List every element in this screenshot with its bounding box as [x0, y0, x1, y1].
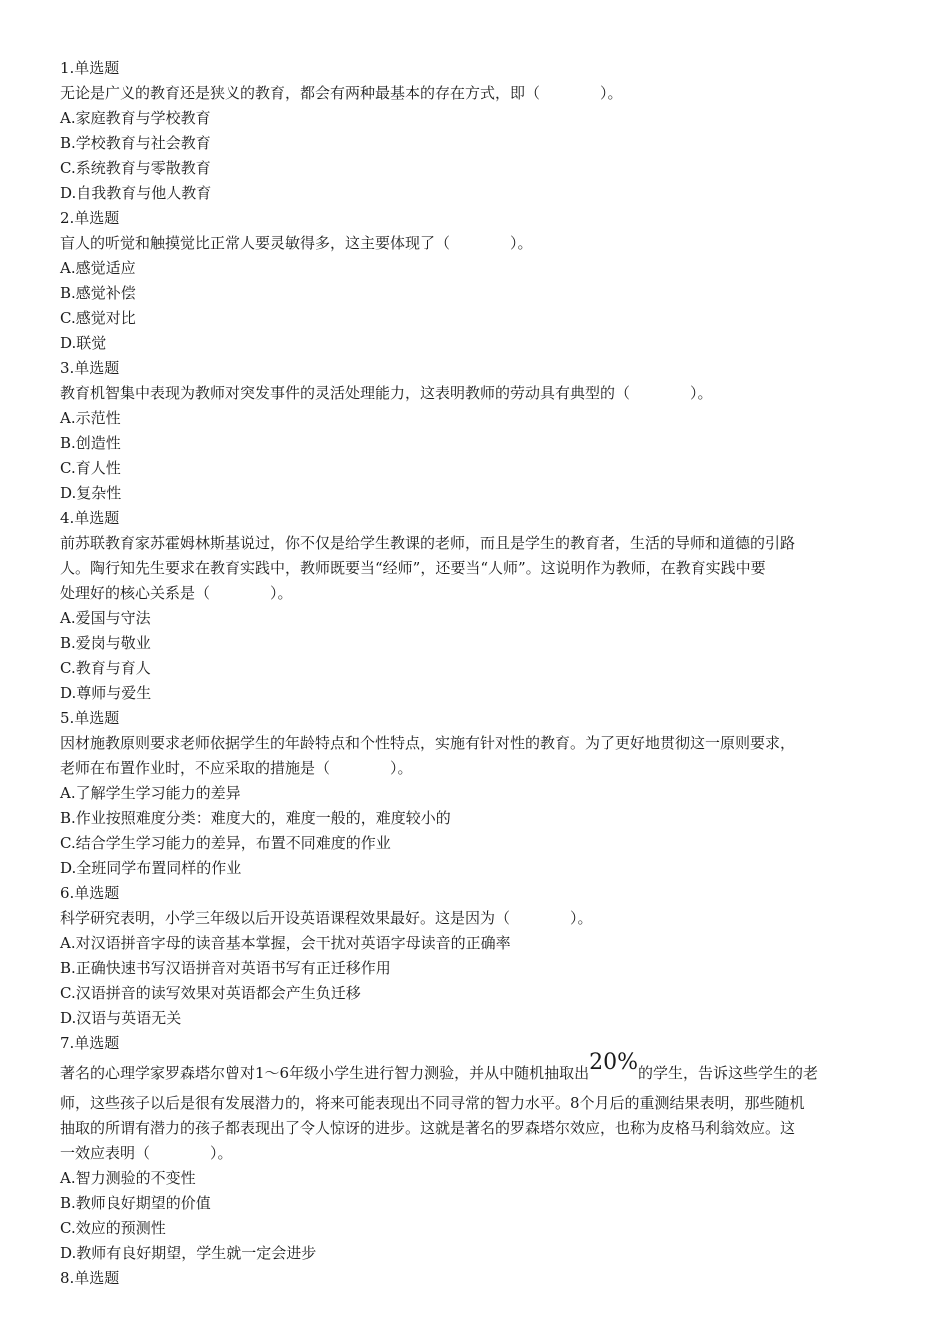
option-a[interactable]: A.家庭教育与学校教育 — [60, 109, 211, 127]
question-header: 5.单选题 — [60, 709, 120, 727]
option-d[interactable]: D.全班同学布置同样的作业 — [60, 859, 242, 877]
question-stem-line: 抽取的所谓有潜力的孩子都表现出了令人惊讶的进步。这就是著名的罗森塔尔效应，也称为皮格马利翁效应。这 — [60, 1119, 796, 1137]
question-stem: 科学研究表明，小学三年级以后开设英语课程效果最好。这是因为（ ）。 — [60, 909, 593, 927]
option-b[interactable]: B.作业按照难度分类：难度大的，难度一般的，难度较小的 — [60, 809, 451, 827]
option-a[interactable]: A.示范性 — [60, 409, 121, 427]
question-document — [60, 56, 892, 1291]
option-c[interactable]: C.教育与育人 — [60, 659, 151, 677]
option-a[interactable]: A.爱国与守法 — [60, 609, 151, 627]
option-a[interactable]: A.感觉适应 — [60, 259, 136, 277]
option-c[interactable]: C.感觉对比 — [60, 309, 136, 327]
question-header: 2.单选题 — [60, 209, 120, 227]
question-stem-line: 师，这些孩子以后是很有发展潜力的，将来可能表现出不同寻常的智力水平。8个月后的重测结果表明，那些随机 — [60, 1094, 805, 1112]
question-header: 3.单选题 — [60, 359, 120, 377]
stem-text: 著名的心理学家罗森塔尔曾对1～6年级小学生进行智力测验，并从中随机抽取出 — [60, 1064, 590, 1082]
option-b[interactable]: B.学校教育与社会教育 — [60, 134, 211, 152]
option-b[interactable]: B.感觉补偿 — [60, 284, 136, 302]
option-c[interactable]: C.结合学生学习能力的差异，布置不同难度的作业 — [60, 834, 391, 852]
option-b[interactable]: B.爱岗与敬业 — [60, 634, 151, 652]
question-stem-line: 一效应表明（ ）。 — [60, 1144, 233, 1162]
percent-value: 20% — [589, 1050, 638, 1075]
option-d[interactable]: D.联觉 — [60, 334, 107, 352]
question-stem-line: 处理好的核心关系是（ ）。 — [60, 584, 293, 602]
option-c[interactable]: C.汉语拼音的读写效果对英语都会产生负迁移 — [60, 984, 361, 1002]
option-d[interactable]: D.尊师与爱生 — [60, 684, 152, 702]
question-stem-line: 老师在布置作业时，不应采取的措施是（ ）。 — [60, 759, 413, 777]
question-header: 4.单选题 — [60, 509, 120, 527]
question-stem-line: 前苏联教育家苏霍姆林斯基说过，你不仅是给学生教课的老师，而且是学生的教育者，生活的导师和道德的引路 — [60, 534, 796, 552]
question-stem: 教育机智集中表现为教师对突发事件的灵活处理能力，这表明教师的劳动具有典型的（ ）。 — [60, 384, 713, 402]
option-c[interactable]: C.效应的预测性 — [60, 1219, 166, 1237]
question-stem: 无论是广义的教育还是狭义的教育，都会有两种最基本的存在方式，即（ ）。 — [60, 84, 623, 102]
option-d[interactable]: D.汉语与英语无关 — [60, 1009, 182, 1027]
stem-text: 的学生，告诉这些学生的老 — [638, 1064, 819, 1082]
question-header: 7.单选题 — [60, 1034, 120, 1052]
option-d[interactable]: D.自我教育与他人教育 — [60, 184, 212, 202]
question-stem-line — [60, 1050, 892, 1091]
option-b[interactable]: B.创造性 — [60, 434, 121, 452]
question-stem: 盲人的听觉和触摸觉比正常人要灵敏得多，这主要体现了（ ）。 — [60, 234, 533, 252]
option-a[interactable]: A.智力测验的不变性 — [60, 1169, 196, 1187]
option-b[interactable]: B.正确快速书写汉语拼音对英语书写有正迁移作用 — [60, 959, 391, 977]
option-a[interactable]: A.了解学生学习能力的差异 — [60, 784, 241, 802]
question-header: 6.单选题 — [60, 884, 120, 902]
option-d[interactable]: D.教师有良好期望，学生就一定会进步 — [60, 1244, 317, 1262]
option-d[interactable]: D.复杂性 — [60, 484, 122, 502]
question-header: 1.单选题 — [60, 59, 120, 77]
option-b[interactable]: B.教师良好期望的价值 — [60, 1194, 211, 1212]
question-stem-line: 因材施教原则要求老师依据学生的年龄特点和个性特点，实施有针对性的教育。为了更好地贯彻这一原则要求， — [60, 734, 796, 752]
question-header: 8.单选题 — [60, 1269, 120, 1287]
option-c[interactable]: C.系统教育与零散教育 — [60, 159, 211, 177]
question-stem-line: 人。陶行知先生要求在教育实践中，教师既要当“经师”，还要当“人师”。这说明作为教师，在教育实践中要 — [60, 559, 766, 577]
option-c[interactable]: C.育人性 — [60, 459, 121, 477]
option-a[interactable]: A.对汉语拼音字母的读音基本掌握，会干扰对英语字母读音的正确率 — [60, 934, 511, 952]
